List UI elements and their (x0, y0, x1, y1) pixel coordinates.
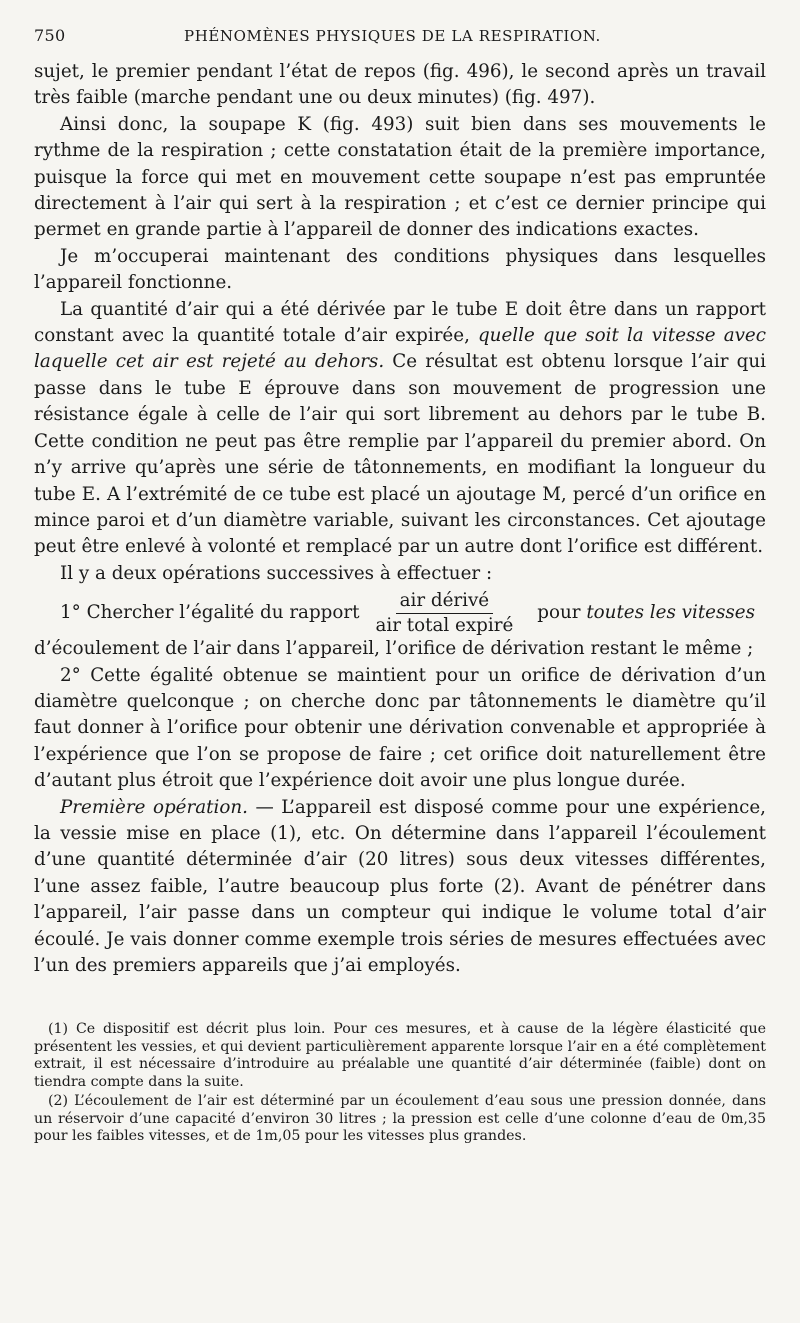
paragraph-4 (34, 297, 766, 561)
equation-tail (537, 600, 755, 626)
equation-lead: 1° Chercher l’égalité du rapport (60, 602, 360, 624)
page-number: 750 (34, 26, 66, 45)
paragraph-2: Ainsi donc, la soupape K (fig. 493) suit bien dans ses mouvements le rythme de la respiration ; cette constatation était de la première importance, puisque la force qui met en mouvement cette soupape n’est pas empruntée directement à l’air qui sert à la respiration ; et c’est ce dernier principe qui permet en grande partie à l’appareil de donner des indications exactes. (34, 113, 766, 241)
running-header (34, 26, 766, 45)
running-title: PHÉNOMÈNES PHYSIQUES DE LA RESPIRATION. (184, 27, 601, 45)
paragraph-8-text: — L’appareil est disposé comme pour une expérience, la vessie mise en place (1), etc. On détermine dans l’appareil l’écoulement d’une quantité déterminée d’air (20 litres) sous deux vitesses différentes, l’une assez faible, l’autre beaucoup plus forte (2). Avant de pénétrer dans l’appareil, l’air passe dans un compteur qui indique le volume total d’air écoulé. Je vais donner comme exemple trois séries de mesures effectuées avec l’un des premiers appareils que j’ai employés. (34, 796, 766, 976)
main-text (34, 59, 766, 979)
paragraph-3: Je m’occuperai maintenant des conditions physiques dans lesquelles l’appareil fonctionne. (34, 245, 766, 294)
ratio-equation (34, 591, 766, 636)
paragraph-1: sujet, le premier pendant l’état de repos (fig. 496), le second après un travail très faible (marche pendant une ou deux minutes) (fig. 497). (34, 61, 766, 109)
paragraph-4-emphasis: quelle que soit la vitesse avec laquelle cet air est rejeté au dehors. (34, 325, 766, 373)
paragraph-8 (34, 795, 766, 980)
footnote-2: (2) L’écoulement de l’air est déterminé par un écoulement d’eau sous une pression donnée, dans un réservoir d’une capacité d’environ 30 litres ; la pression est celle d’une colonne d’eau de 0m,35 pour les faibles vitesses, et de 1m,05 pour les vitesses plus grandes. (34, 1093, 766, 1145)
footnote-1: (1) Ce dispositif est décrit plus loin. Pour ces mesures, et à cause de la légère élasticité que présentent les vessies, et qui devient particulièrement apparente lorsque l’air en a été complètement extrait, il est nécessaire d’introduire au préalable une quantité d’air déterminée (faible) dont on tiendra compte dans la suite. (34, 1021, 766, 1090)
equation-tail-plain: pour (537, 602, 581, 624)
ratio-fraction (371, 591, 517, 636)
equation-tail-emphasis: toutes les vitesses (586, 602, 755, 624)
paragraph-7: 2° Cette égalité obtenue se maintient pour un orifice de dérivation d’un diamètre quelconque ; on cherche donc par tâtonnements le diamètre qu’il faut donner à l’orifice pour obtenir une dérivation convenable et appropriée à l’expérience que l’on se propose de faire ; cet orifice doit naturellement être d’autant plus étroit que l’expérience doit avoir une plus longue durée. (34, 664, 766, 792)
paragraph-6: d’écoulement de l’air dans l’appareil, l’orifice de dérivation restant le même ; (34, 638, 754, 660)
paragraph-5: Il y a deux opérations successives à effectuer : (60, 562, 493, 584)
footnotes (34, 1021, 766, 1146)
fraction-numerator: air dérivé (396, 591, 494, 614)
paragraph-4-start: La quantité d’air qui a été dérivée par le tube E doit être dans un rapport constant avec la quantité totale d’air expirée, (34, 298, 766, 347)
paragraph-4-end: Ce résultat est obtenu lorsque l’air qui passe dans le tube E éprouve dans son mouvement de progression une résistance égale à celle de l’air qui sort librement au dehors par le tube B. Cette condition ne peut pas être remplie par l’appareil du premier abord. On n’y arrive qu’après une série de tâtonnements, en modifiant la longueur du tube E. A l’extrémité de ce tube est placé un ajoutage M, percé d’un orifice en mince paroi et d’un diamètre variable, suivant les circonstances. Cet ajoutage peut être enlevé à volonté et remplacé par un autre dont l’orifice est différent. (34, 351, 766, 558)
fraction-denominator: air total expiré (375, 615, 514, 637)
section-heading-premiere-operation: Première opération. (60, 796, 248, 818)
